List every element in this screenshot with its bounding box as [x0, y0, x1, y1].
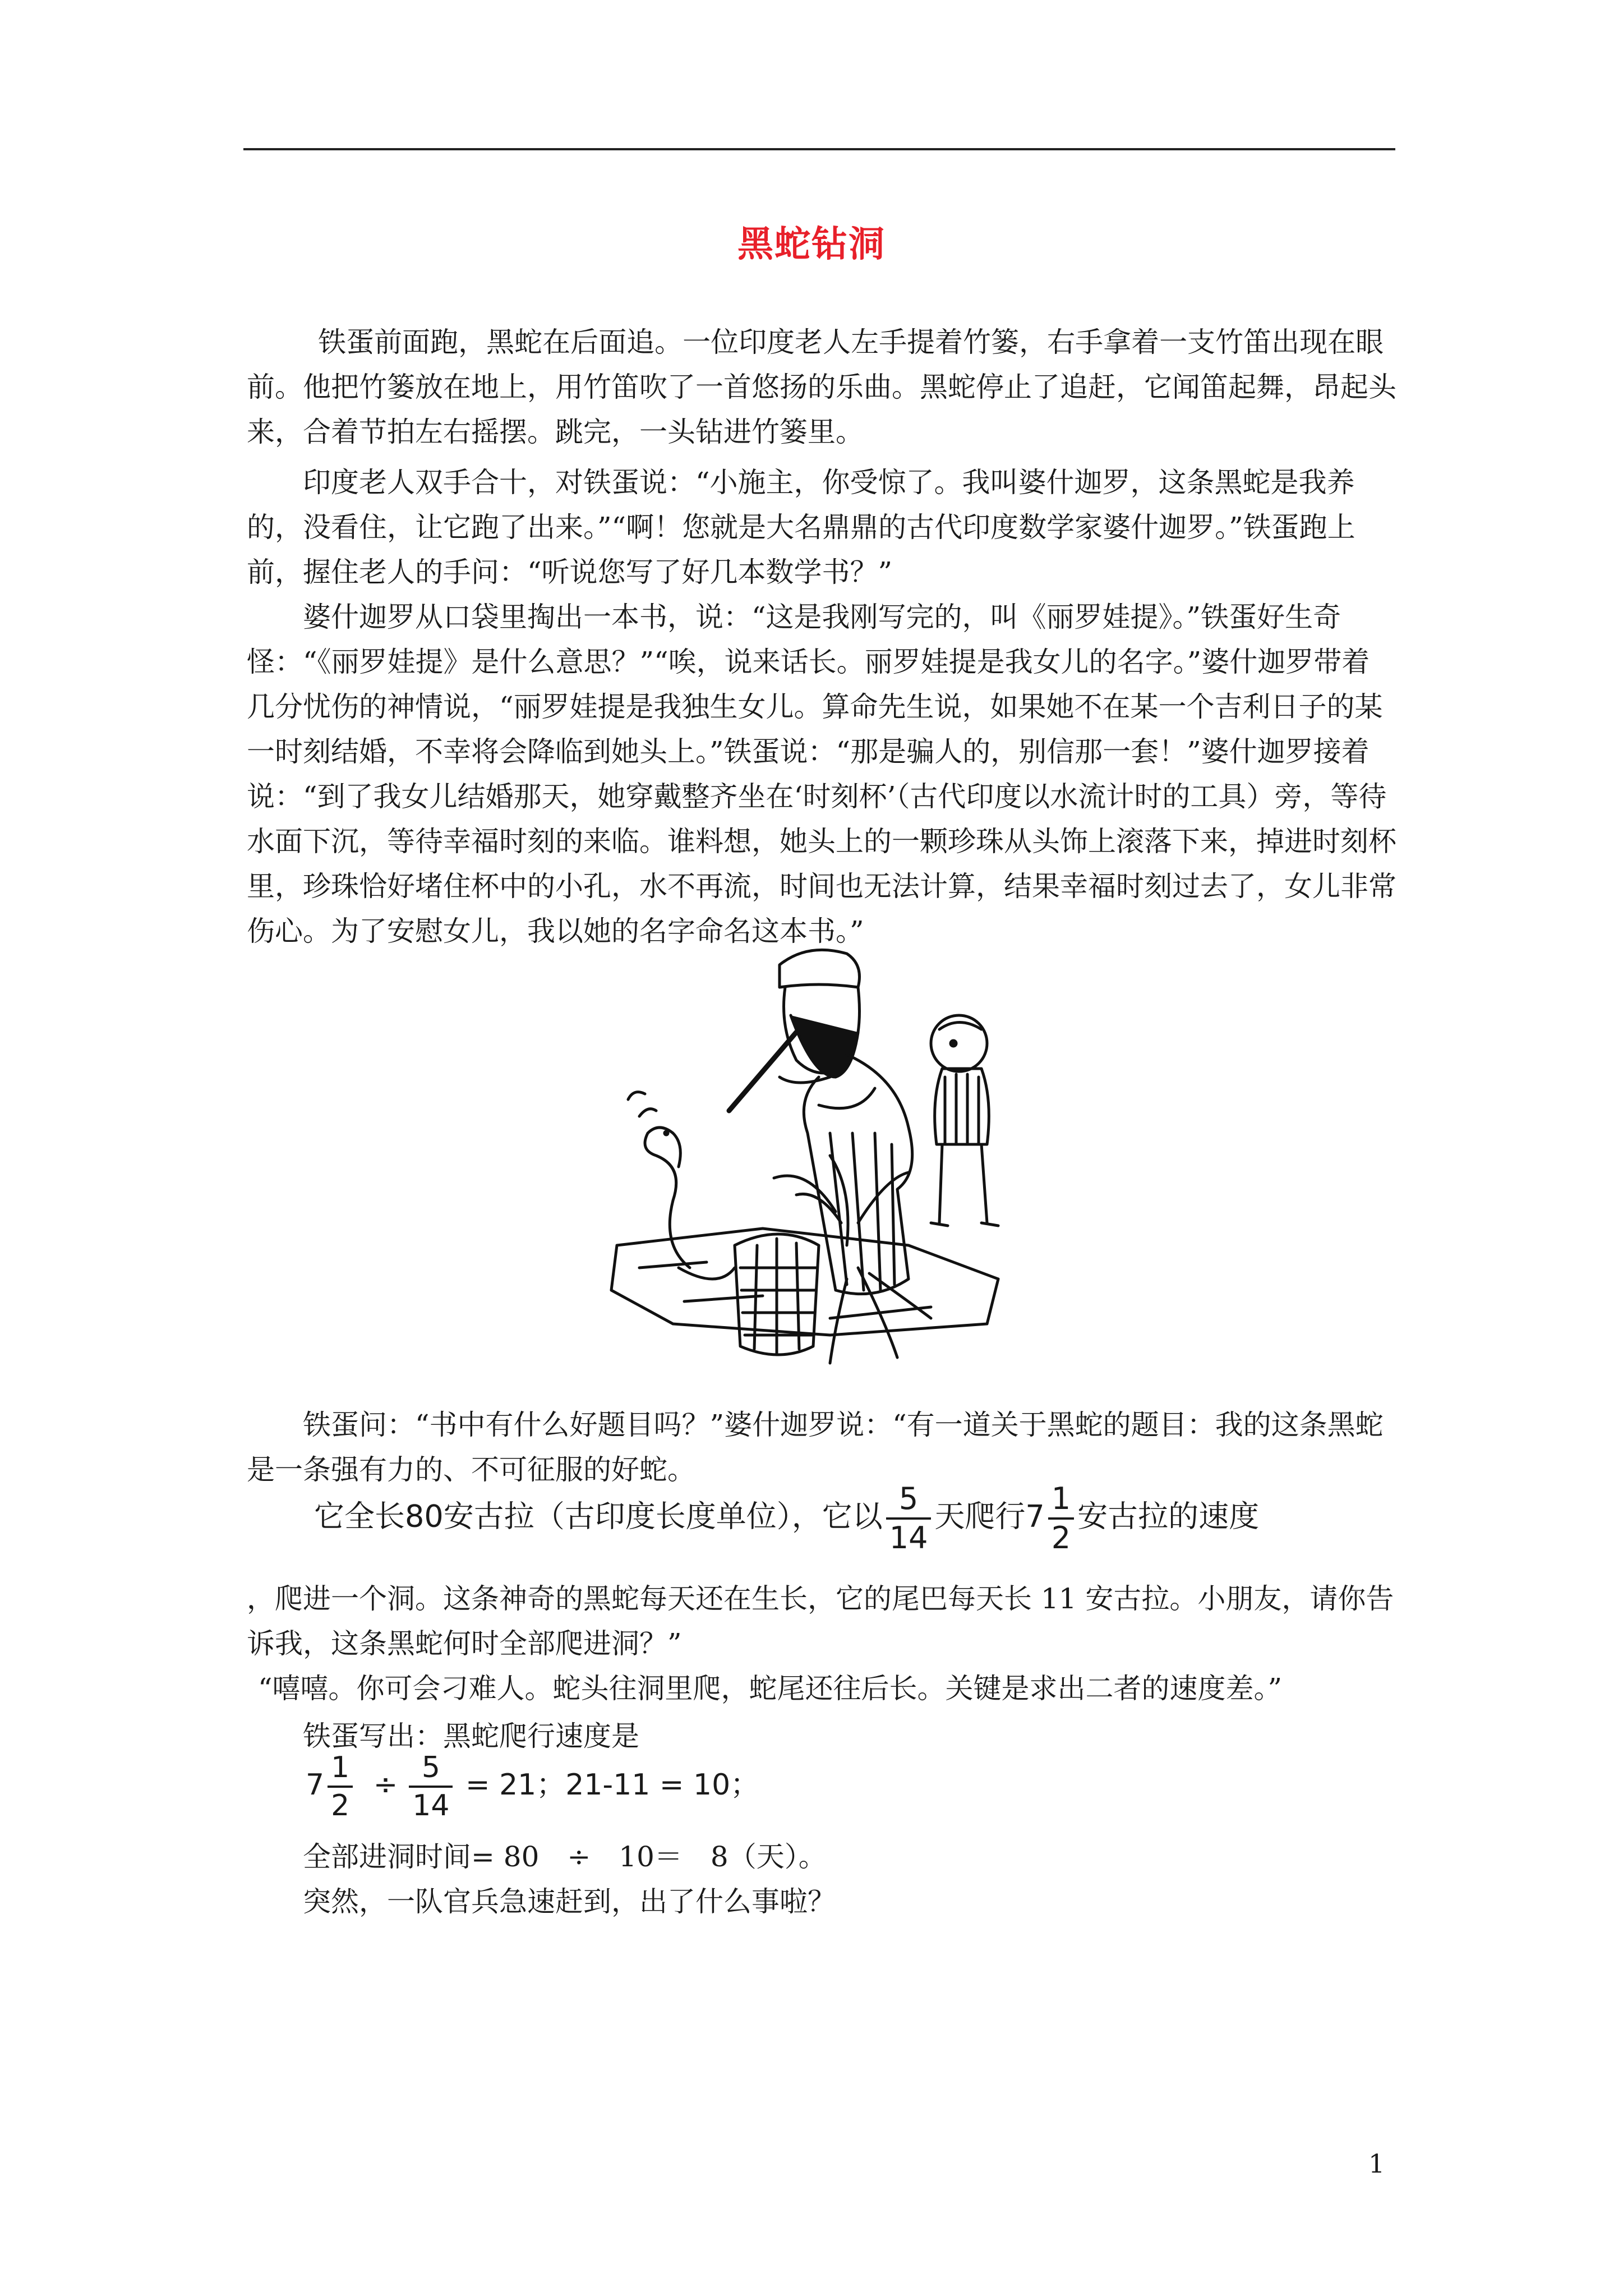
fraction-1-2: [1048, 1481, 1074, 1556]
fraction-denominator: 14: [886, 1517, 932, 1553]
problem-part-2: 天爬行7: [934, 1498, 1045, 1534]
paragraph-5: ，爬进一个洞。这条神奇的黑蛇每天还在生长，它的尾巴每天长 11 安古拉。小朋友，请你告诉我，这条黑蛇何时全部爬进洞？”: [247, 1582, 1394, 1660]
closing-line: 突然，一队官兵急速赶到，出了什么事啦？: [303, 1885, 836, 1918]
paragraph-2: 印度老人双手合十，对铁蛋说：“小施主，你受惊了。我叫婆什迦罗，这条黑蛇是我养的，没看住，让它跑了出来。”“啊！您就是大名鼎鼎的古代印度数学家婆什迦罗。”铁蛋跑上前，握住老人的手问：“听说您写了好几本数学书？”: [247, 466, 1355, 588]
division-sign: ÷: [373, 1768, 398, 1802]
fraction-denominator: 2: [328, 1786, 353, 1820]
equation-fraction-1-2: [328, 1751, 353, 1823]
solution-intro: 铁蛋写出：黑蛇爬行速度是: [303, 1720, 639, 1752]
fraction-numerator: 1: [331, 1751, 350, 1784]
paragraph-1: 铁蛋前面跑，黑蛇在后面追。一位印度老人左手提着竹篓，右手拿着一支竹笛出现在眼前。他把竹篓放在地上，用竹笛吹了一首悠扬的乐曲。黑蛇停止了追赶，它闻笛起舞，昂起头来，合着节拍左右摇摆。跳完，一头钻进竹篓里。: [247, 326, 1396, 448]
page-number: 1: [1368, 2148, 1385, 2179]
fraction-numerator: 5: [898, 1481, 919, 1516]
problem-part-3: 安古拉的速度: [1077, 1498, 1260, 1534]
fraction-denominator: 2: [1048, 1517, 1074, 1553]
paragraph-3: 婆什迦罗从口袋里掏出一本书，说：“这是我刚写完的，叫《丽罗娃提》。”铁蛋好生奇怪：“《丽罗娃提》是什么意思？”“唉，说来话长。丽罗娃提是我女儿的名字。”婆什迦罗带着几分忧伤的神情说，“丽罗娃提是我独生女儿。算命先生说，如果她不在某一个吉利日子的某一时刻结婚，不幸将会降临到她头上。”铁蛋说：“那是骗人的，别信那一套！”婆什迦罗接着说：“到了我女儿结婚那天，她穿戴整齐坐在‘时刻杯’（古代印度以水流计时的工具）旁，等待水面下沉，等待幸福时刻的来临。谁料想，她头上的一颗珍珠从头饰上滚落下来，掉进时刻杯里，珍珠恰好堵住杯中的小孔，水不再流，时间也无法计算，结果幸福时刻过去了，女儿非常伤心。为了安慰女儿，我以她的名字命名这本书。”: [247, 601, 1396, 947]
paragraph-4: 铁蛋问：“书中有什么好题目吗？”婆什迦罗说：“有一道关于黑蛇的题目：我的这条黑蛇是一条强有力的、不可征服的好蛇。: [247, 1409, 1384, 1486]
equation-fraction-5-14: [409, 1751, 453, 1823]
problem-statement: [314, 1481, 1260, 1556]
fraction-numerator: 5: [421, 1751, 440, 1784]
problem-part-1: 它全长80安古拉（古印度长度单位），它以: [314, 1498, 883, 1534]
equation-line: [306, 1751, 760, 1823]
fraction-numerator: 1: [1051, 1481, 1071, 1516]
reply-paragraph: “嘻嘻。你可会刁难人。蛇头往洞里爬，蛇尾还往后长。关键是求出二者的速度差。”: [258, 1672, 1283, 1705]
equation-rest: = 21；21-11 = 10；: [465, 1768, 760, 1802]
equation-whole: 7: [306, 1768, 325, 1802]
story-title: 黑蛇钻洞: [737, 223, 886, 265]
snake-charmer-illustration: [594, 931, 1043, 1380]
total-time-line: 全部进洞时间= 80 ÷ 10＝ 8（天）。: [303, 1841, 827, 1873]
fraction-denominator: 14: [409, 1786, 453, 1820]
fraction-5-14: [886, 1481, 932, 1556]
header-rule: [243, 148, 1395, 150]
